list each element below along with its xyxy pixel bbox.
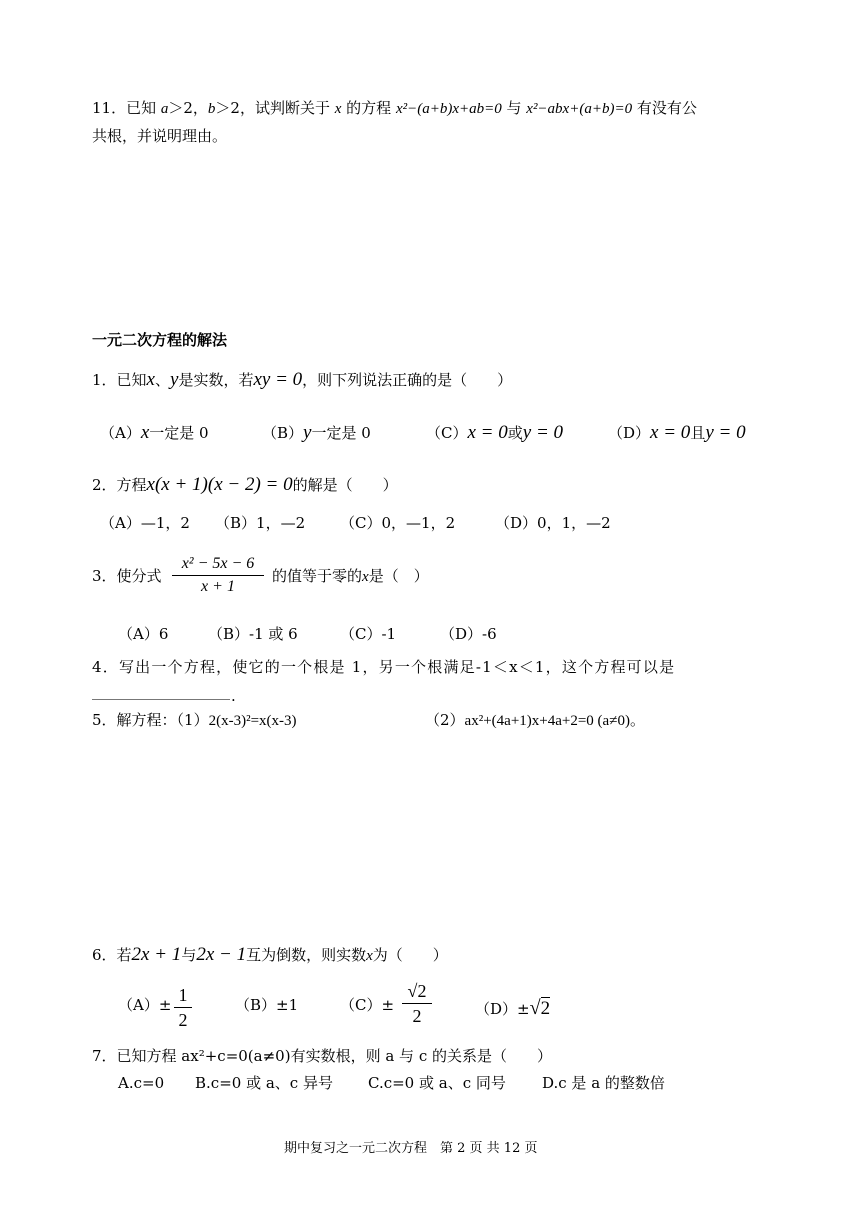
question-7-stem: 7．已知方程 ax²+c=0(a≠0)有实数根，则 a 与 c 的关系是（ ）	[92, 1047, 552, 1065]
question-3-stem-a: 3．使分式	[92, 567, 162, 585]
question-1-option-a: （A）x一定是 0	[100, 422, 209, 443]
question-7-option-a: A.c=0	[118, 1074, 165, 1092]
question-6-option-b: （B）±1	[235, 996, 299, 1014]
question-6-option-c-label: （C）±	[340, 996, 395, 1014]
question-2-option-b: （B）1，—2	[215, 514, 306, 532]
question-7-option-c: C.c=0 或 a、c 同号	[368, 1074, 506, 1092]
question-4-answer-blank[interactable]	[92, 685, 230, 700]
question-4-period: .	[231, 687, 236, 705]
q6-option-a-fraction: 1 2	[174, 986, 192, 1029]
question-1-option-c: （C）x = 0或y = 0	[426, 422, 564, 443]
q5-equation-2: ax²+(4a+1)x+4a+2=0 (a≠0)	[464, 713, 630, 729]
question-1-option-b: （B）y一定是 0	[262, 422, 371, 443]
question-7-option-d: D.c 是 a 的整数倍	[542, 1074, 665, 1092]
question-3-option-a: （A）6	[118, 625, 169, 643]
question-11-line2: 共根，并说明理由。	[92, 127, 228, 145]
page-footer: 期中复习之一元二次方程 第 2 页 共 12 页	[284, 1141, 538, 1156]
q3-numerator: x² − 5x − 6	[181, 555, 255, 572]
question-3-option-c: （C）-1	[340, 625, 397, 643]
question-11-line1: 11．已知 a＞2，b＞2，试判断关于 x 的方程 x²−(a+b)x+ab=0 与 x²−abx+(a+b)=0 有没有公	[92, 99, 697, 117]
question-2-option-c: （C）0，—1，2	[340, 514, 456, 532]
question-4-stem: 4．写出一个方程，使它的一个根是 1，另一个根满足-1＜x＜1，这个方程可以是	[92, 658, 676, 676]
section-title: 一元二次方程的解法	[92, 331, 228, 349]
question-2-option-d: （D）0，1，—2	[495, 514, 611, 532]
q5-equation-1: 2(x-3)²=x(x-3)	[208, 713, 297, 729]
q2-equation: x(x + 1)(x − 2) = 0	[146, 474, 293, 495]
question-3-option-d: （D）-6	[440, 625, 497, 643]
q11-equation-1: x²−(a+b)x+ab=0	[395, 101, 502, 117]
question-2-option-a: （A）—1，2	[100, 514, 190, 532]
question-3-option-b: （B）-1 或 6	[208, 625, 298, 643]
question-5-part-2: （2）ax²+(4a+1)x+4a+2=0 (a≠0)。	[425, 711, 645, 729]
question-6-stem: 6．若2x + 1与2x − 1互为倒数，则实数x为（ ）	[92, 944, 448, 965]
question-2-stem: 2．方程x(x + 1)(x − 2) = 0的解是（ ）	[92, 474, 398, 495]
q6-option-c-fraction: √2 2	[402, 982, 432, 1025]
question-7-option-b: B.c=0 或 a、c 异号	[195, 1074, 333, 1092]
question-1-stem: 1．已知x、y是实数，若xy = 0，则下列说法正确的是（ ）	[92, 369, 513, 390]
q3-fraction	[172, 556, 264, 595]
question-5-part-1: 5．解方程：（1）2(x-3)²=x(x-3)	[92, 711, 297, 729]
q11-equation-2: x²−abx+(a+b)=0	[526, 101, 633, 117]
question-6-option-d: （D）±√2	[475, 997, 551, 1019]
question-3-stem-b: 的值等于零的x是（ ）	[272, 567, 429, 585]
q3-denominator: x + 1	[201, 578, 235, 595]
question-6-option-a-label: （A）±	[118, 996, 172, 1014]
question-1-option-d: （D）x = 0且y = 0	[608, 422, 746, 443]
